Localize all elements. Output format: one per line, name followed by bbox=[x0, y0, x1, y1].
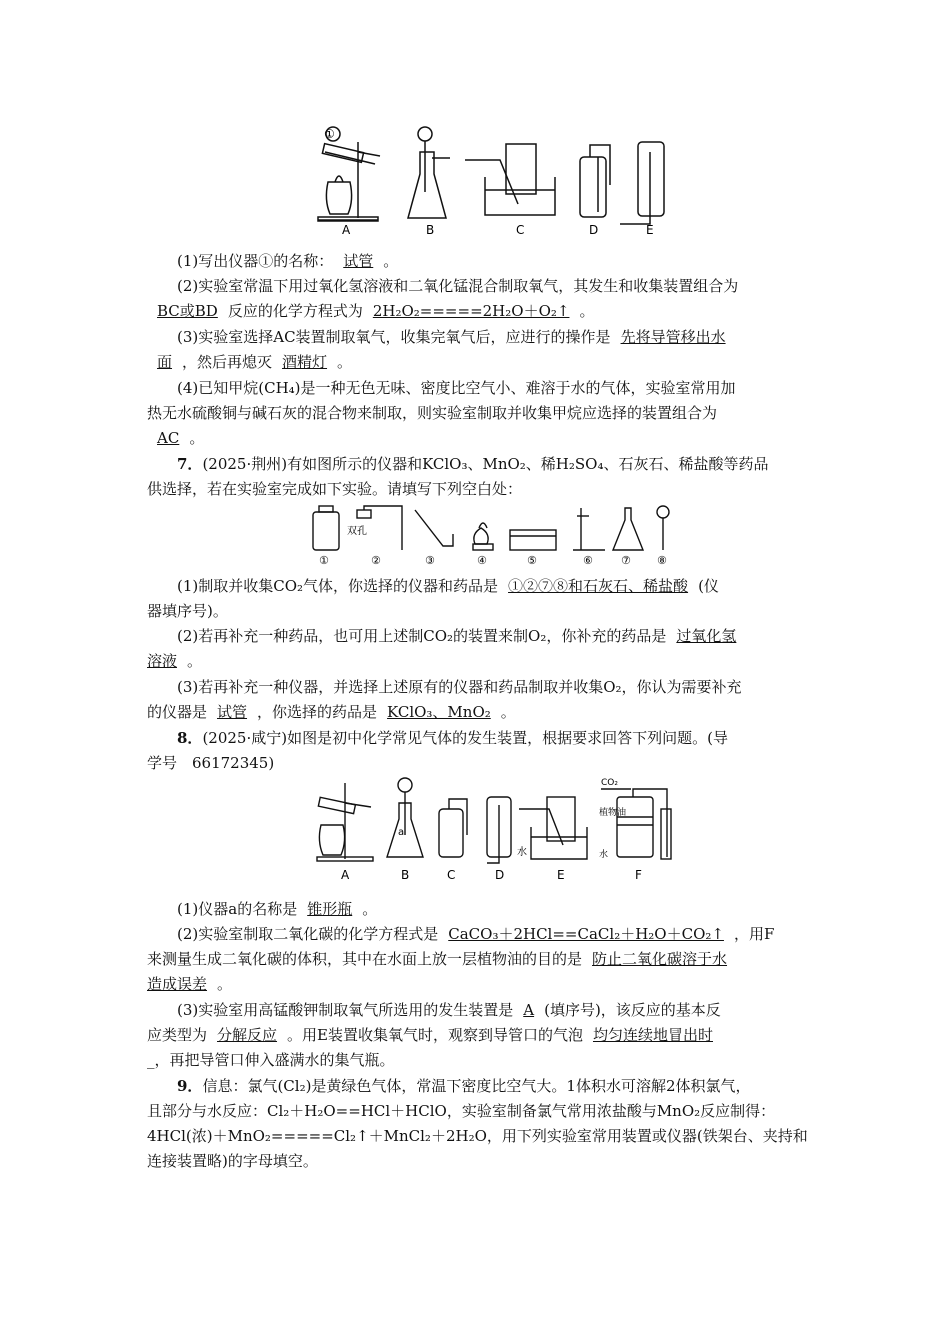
q6-p2-post: 。 bbox=[579, 302, 595, 320]
q8-p3-answer3: 均匀连续地冒出时 bbox=[592, 1026, 713, 1044]
q7-number: 7． bbox=[177, 455, 203, 473]
apparatus-drawing-3 bbox=[305, 775, 685, 887]
q7-part2-line1 bbox=[177, 625, 807, 647]
fig2-label-5: ⑤ bbox=[527, 554, 537, 567]
q8-p1-post: 。 bbox=[362, 900, 378, 918]
q6-p3-answer1a: 先将导管移出水 bbox=[620, 328, 726, 346]
q6-part3-line2 bbox=[147, 351, 807, 373]
q7-stem-text1: (2025·荆州)有如图所示的仪器和KClO₃、MnO₂、稀H₂SO₄、石灰石、稀盐酸等药品 bbox=[202, 455, 769, 473]
q8-part3-line2 bbox=[147, 1024, 807, 1046]
fig1-label-a: A bbox=[342, 223, 351, 237]
q8-stem-line2: 学号 66172345) bbox=[147, 754, 275, 772]
q9-text1: 信息：氯气(Cl₂)是黄绿色气体，常温下密度比空气大。1体积水可溶解2体积氯气， bbox=[202, 1077, 751, 1095]
q8-p1-text: (1)仪器a的名称是 bbox=[177, 900, 298, 918]
q6-p4-post: 。 bbox=[189, 429, 205, 447]
q7-p1-post: (仪 bbox=[698, 577, 719, 595]
fig3-label-f: F bbox=[635, 868, 642, 882]
fig3-label-a: A bbox=[341, 868, 350, 882]
fig3-label-c: C bbox=[447, 868, 456, 882]
q8-p3-text2: 应类型为 bbox=[147, 1026, 208, 1044]
q9-number: 9． bbox=[177, 1077, 203, 1095]
q7-part3-line1: (3)若再补充一种仪器，并选择上述原有的仪器和药品制取并收集O₂，你认为需要补充 bbox=[177, 678, 742, 696]
q8-part3-line3: _，再把导管口伸入盛满水的集气瓶。 bbox=[147, 1051, 395, 1069]
q6-p2-answer1: BC或BD bbox=[157, 302, 218, 320]
fig3-oil: 植物油 bbox=[599, 808, 627, 818]
q9-line3: 4HCl(浓)＋MnO₂=====Cl₂↑＋MnCl₂＋2H₂O，用下列实验室常用装置或仪器(铁架台、夹持和 bbox=[147, 1127, 808, 1145]
q8-part1 bbox=[177, 898, 807, 920]
q8-p2-post1: ，用F bbox=[733, 925, 775, 943]
apparatus-drawing-1 bbox=[300, 122, 680, 237]
q6-p2-mid: 反应的化学方程式为 bbox=[227, 302, 363, 320]
apparatus-figure-2 bbox=[305, 500, 685, 568]
apparatus-figure-1 bbox=[300, 122, 680, 237]
q7-p2-answer2: 溶液 bbox=[147, 652, 178, 670]
apparatus-drawing-2 bbox=[305, 500, 685, 568]
q8-p1-answer: 锥形瓶 bbox=[307, 900, 353, 918]
q7-p2-post: 。 bbox=[187, 652, 203, 670]
q8-p3-mid2: 。用E装置收集氧气时，观察到导管口的气泡 bbox=[287, 1026, 583, 1044]
q6-p1-post: 。 bbox=[383, 252, 399, 270]
q8-number: 8． bbox=[177, 729, 203, 747]
q7-part2-line2 bbox=[147, 650, 807, 672]
fig2-label-3: ③ bbox=[425, 554, 435, 567]
q6-p3-answer1b: 面 bbox=[157, 353, 173, 371]
q7-p2-text: (2)若再补充一种药品，也可用上述制CO₂的装置来制O₂，你补充的药品是 bbox=[177, 627, 667, 645]
apparatus-figure-3 bbox=[305, 775, 685, 887]
fig2-label-8: ⑧ bbox=[657, 554, 667, 567]
fig3-label-a-small: a bbox=[398, 827, 405, 838]
q6-p3-text: (3)实验室选择AC装置制取氧气，收集完氧气后，应进行的操作是 bbox=[177, 328, 611, 346]
q8-p3-text: (3)实验室用高锰酸钾制取氧气所选用的发生装置是 bbox=[177, 1001, 514, 1019]
q9-line4: 连接装置略)的字母填空。 bbox=[147, 1152, 318, 1170]
q6-p3-post: 。 bbox=[337, 353, 353, 371]
q6-part4-line2: 热无水硫酸铜与碱石灰的混合物来制取，则实验室制取并收集甲烷应选择的装置组合为 bbox=[147, 404, 718, 422]
q7-part1-line1 bbox=[177, 575, 807, 597]
fig2-note: 双孔 bbox=[347, 526, 367, 537]
q8-stem-text1: (2025·咸宁)如图是初中化学常见气体的发生装置，根据要求回答下列问题。(导 bbox=[202, 729, 728, 747]
q6-part4-line1: (4)已知甲烷(CH₄)是一种无色无味、密度比空气小、难溶于水的气体，实验室常用加 bbox=[177, 379, 736, 397]
q6-part3-line1 bbox=[177, 326, 807, 348]
fig3-co2: CO₂ bbox=[601, 778, 618, 788]
q8-p2-answer2b: 造成误差 bbox=[147, 975, 208, 993]
q8-p2-text2: 来测量生成二氧化碳的体积，其中在水面上放一层植物油的目的是 bbox=[147, 950, 583, 968]
q8-part2-line2 bbox=[147, 948, 807, 970]
fig3-water: 水 bbox=[599, 850, 609, 860]
q7-p3-text: 的仪器是 bbox=[147, 703, 208, 721]
q8-part3-line1 bbox=[177, 999, 807, 1021]
q7-p3-answer2: KClO₃、MnO₂ bbox=[387, 703, 491, 721]
q6-p3-answer2: 酒精灯 bbox=[282, 353, 328, 371]
q7-p2-answer1: 过氧化氢 bbox=[676, 627, 737, 645]
q8-p3-answer2: 分解反应 bbox=[217, 1026, 278, 1044]
q7-p3-mid: ，你选择的药品是 bbox=[257, 703, 378, 721]
q6-part2-line1: (2)实验室常温下用过氧化氢溶液和二氧化锰混合制取氧气，其发生和收集装置组合为 bbox=[177, 277, 739, 295]
q8-p3-answer1: A bbox=[523, 1001, 535, 1019]
q8-p2-answer2a: 防止二氧化碳溶于水 bbox=[592, 950, 728, 968]
q8-p3-mid1: (填序号)，该反应的基本反 bbox=[544, 1001, 721, 1019]
q8-p2-answer1: CaCO₃＋2HCl==CaCl₂＋H₂O＋CO₂↑ bbox=[448, 925, 724, 943]
fig2-label-6: ⑥ bbox=[583, 554, 593, 567]
fig3-label-d: D bbox=[495, 868, 505, 882]
q6-part2-line2 bbox=[147, 300, 807, 322]
q7-p1-text: (1)制取并收集CO₂气体，你选择的仪器和药品是 bbox=[177, 577, 499, 595]
fig3-label-b: B bbox=[401, 868, 410, 882]
fig3-water-e: 水 bbox=[517, 847, 527, 858]
q6-p2-answer2: 2H₂O₂=====2H₂O＋O₂↑ bbox=[372, 302, 570, 320]
fig1-label-c: C bbox=[516, 223, 525, 237]
q6-p4-answer: AC bbox=[157, 429, 180, 447]
q7-part1-line2: 器填序号)。 bbox=[147, 602, 228, 620]
q7-part3-line2 bbox=[147, 701, 807, 723]
q6-p3-mid: ，然后再熄灭 bbox=[182, 353, 273, 371]
fig1-label-e: E bbox=[646, 223, 654, 237]
q6-p1-answer: 试管 bbox=[343, 252, 374, 270]
fig1-label-d: D bbox=[589, 223, 599, 237]
q7-p3-post: 。 bbox=[500, 703, 516, 721]
q7-stem-line2: 供选择，若在实验室完成如下实验。请填写下列空白处： bbox=[147, 480, 523, 498]
q9-line2: 且部分与水反应：Cl₂＋H₂O==HCl＋HClO，实验室制备氯气常用浓盐酸与MnO₂反应制得： bbox=[147, 1102, 776, 1120]
q8-part2-line3 bbox=[147, 973, 807, 995]
q8-p2-text: (2)实验室制取二氧化碳的化学方程式是 bbox=[177, 925, 439, 943]
fig1-marker: ① bbox=[324, 127, 335, 141]
q8-stem-line1 bbox=[177, 727, 807, 749]
q8-part2-line1 bbox=[177, 923, 807, 945]
q9-line1 bbox=[177, 1075, 807, 1097]
q6-p1-text: (1)写出仪器①的名称： bbox=[177, 252, 334, 270]
fig3-label-e: E bbox=[557, 868, 565, 882]
fig1-label-b: B bbox=[426, 223, 435, 237]
q6-part4-line3 bbox=[147, 427, 807, 449]
q7-p1-answer: ①②⑦⑧和石灰石、稀盐酸 bbox=[508, 577, 689, 595]
fig2-label-4: ④ bbox=[477, 554, 487, 567]
fig2-label-7: ⑦ bbox=[621, 554, 631, 567]
q8-p2-post2: 。 bbox=[217, 975, 233, 993]
fig2-label-2: ② bbox=[371, 554, 381, 567]
q6-part1 bbox=[177, 250, 807, 272]
fig2-label-1: ① bbox=[319, 554, 329, 567]
q7-stem-line1 bbox=[177, 453, 807, 475]
q7-p3-answer1: 试管 bbox=[217, 703, 248, 721]
